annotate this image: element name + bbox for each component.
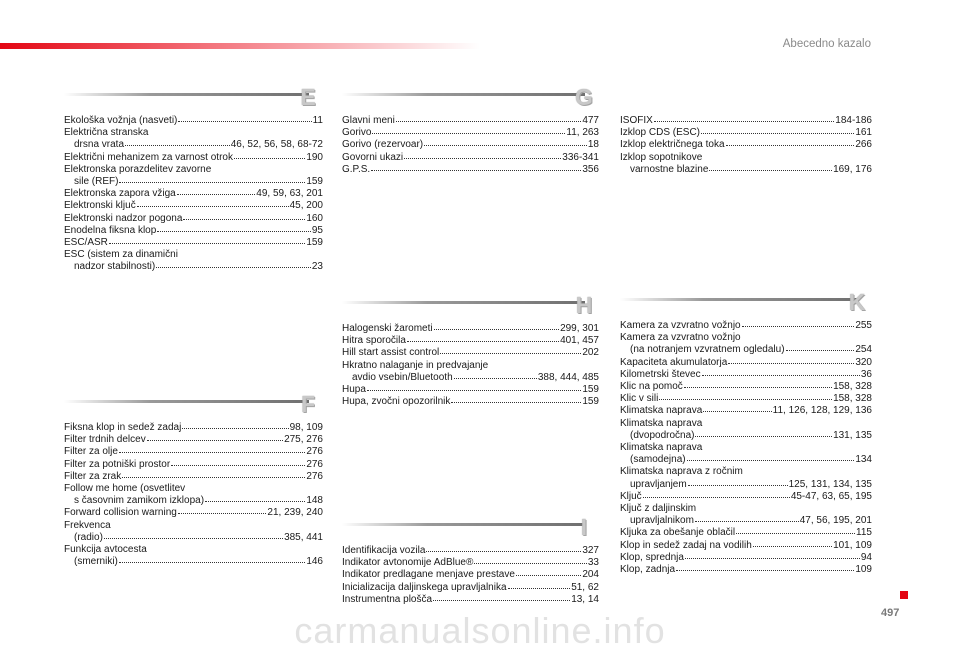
dot-leader [434,322,559,330]
entry-text: Klic na pomoč [620,381,683,393]
section-g [342,84,599,176]
entry-text: Enodelna fiksna klop [64,224,157,236]
section-letter: E [300,84,316,110]
heading-rule [620,298,858,301]
section-letter: H [575,292,593,318]
entry-line [64,152,323,164]
entry-line [64,532,323,544]
page-reference[interactable]: 204 [582,569,599,581]
index-entry[interactable] [64,544,323,568]
page-reference[interactable]: 275, 276 [284,434,323,446]
page-reference[interactable]: 169, 176 [833,163,872,175]
entry-text: Klop in sedež zadaj na vodilih [620,539,752,551]
index-entry[interactable] [620,152,872,176]
page-reference[interactable]: 98, 109 [289,422,323,433]
entry-text: sile (REF) [74,176,119,188]
entry-line [620,405,872,417]
heading-rule [342,93,585,96]
entry-text: Hill start assist control [342,347,440,359]
entry-text: Električna stranska [64,127,149,139]
index-entry[interactable] [64,237,323,249]
page-reference[interactable]: 255 [855,320,872,331]
entry-line [620,164,872,176]
dot-leader [119,175,305,183]
page-reference[interactable]: 23 [311,261,323,273]
page-reference[interactable]: 13, 14 [571,593,599,605]
entry-text: Klimatska naprava [620,417,703,429]
dot-leader [687,453,855,461]
entry-line [620,430,872,442]
dot-leader [702,368,860,376]
page-reference[interactable]: 11 [312,115,323,126]
index-entry[interactable] [64,520,323,544]
dot-leader [156,260,311,268]
page-reference[interactable]: 148 [306,495,323,507]
index-entry[interactable] [620,320,872,332]
dot-leader [701,126,854,134]
dot-leader [147,433,283,441]
dot-leader [125,138,230,146]
entry-text: Hkratno nalaganje in predvajanje [342,359,489,371]
entry-text: Inicializacija daljinskega upravljalnika [342,581,507,593]
dot-leader [372,126,565,134]
entry-text: Klop, zadnja [620,564,676,576]
dot-leader [703,404,771,412]
page-reference[interactable]: 159 [582,396,599,408]
entry-line [620,491,872,503]
page-reference[interactable]: 159 [306,237,323,249]
entry-text: Filter za zrak [64,470,122,482]
page-reference[interactable]: 131, 135 [833,429,872,441]
index-entry[interactable] [342,347,599,359]
entry-text: Kamera za vzvratno vožnjo [620,332,741,344]
entry-line [342,396,599,408]
entry-text: Kamera za vzvratno vožnjo [620,320,741,331]
section-e [64,84,323,274]
dot-leader [728,356,854,364]
entry-line [64,115,323,127]
section-i-continued [620,84,872,176]
entry-text: Hupa [342,384,366,396]
index-entry[interactable] [64,249,323,273]
entry-text: Izklop električnega toka [620,139,725,151]
entry-line [620,139,872,151]
index-entry[interactable] [64,164,323,188]
dot-leader [396,114,582,122]
entry-text: Halogenski žarometi [342,323,433,334]
dot-leader [205,494,305,502]
page-reference[interactable]: 336-341 [562,151,599,163]
entry-text: Filter za potniški prostor [64,458,171,470]
entry-text: Elektronska zapora vžiga [64,188,176,200]
dot-leader [171,458,305,466]
page-reference[interactable]: 134 [855,454,872,466]
entry-text: varnostne blazine [630,163,709,175]
index-entry[interactable] [342,360,599,384]
index-entry[interactable] [620,466,872,490]
entry-text: Kljuka za obešanje oblačil [620,527,736,539]
section-i [342,514,599,606]
entry-text: ESC/ASR [64,237,108,249]
entry-line [64,507,323,519]
page-reference[interactable]: 320 [855,356,872,368]
page-reference[interactable]: 477 [582,115,599,126]
page-reference[interactable]: 158, 328 [833,381,872,393]
dot-leader [178,506,267,514]
index-entry[interactable] [64,152,323,164]
page-reference[interactable]: 276 [306,470,323,482]
index-entry[interactable] [620,405,872,417]
entry-text: Forward collision warning [64,507,177,519]
page-reference[interactable]: 49, 59, 63, 201 [256,188,323,200]
entry-text: Klop, sprednja [620,551,684,563]
page-reference[interactable]: 46, 52, 56, 58, 68-72 [230,139,323,151]
index-entry[interactable] [64,115,323,127]
page-reference[interactable]: 146 [306,556,323,568]
section-heading [342,292,599,320]
entry-line [620,320,872,332]
entry-text: Klimatska naprava z ročnim [620,466,743,478]
entry-text: Indikator avtonomije AdBlue® [342,557,474,569]
heading-rule [342,523,585,526]
dot-leader [119,445,305,453]
entry-text: Govorni ukazi [342,151,404,163]
entry-text: Follow me home (osvetlitev [64,483,186,495]
entry-text: Električni mehanizem za varnost otrok [64,151,233,163]
entry-list [342,323,599,408]
dot-leader [157,224,311,232]
entry-text: Kapaciteta akumulatorja [620,356,728,368]
page-reference[interactable]: 202 [582,347,599,359]
entry-text: (radio) [74,531,103,543]
entry-line [64,471,323,483]
page-reference[interactable]: 159 [306,176,323,188]
entry-text: upravljalnikom [630,515,694,527]
entry-list [342,545,599,606]
dot-leader [440,346,581,354]
index-entry[interactable] [620,442,872,466]
page-reference[interactable]: 266 [855,139,872,151]
dot-leader [104,531,283,539]
index-entry[interactable] [620,139,872,151]
dot-leader [451,395,581,403]
dot-leader [695,429,832,437]
dot-leader [433,593,570,601]
section-heading [64,84,323,112]
entry-text: G.P.S. [342,163,371,175]
section-letter: G [575,84,593,110]
dot-leader [177,187,256,195]
dot-leader [726,138,855,146]
page-reference[interactable]: 125, 131, 134, 135 [788,478,872,490]
dot-leader [119,555,305,563]
entry-text: (smerniki) [74,556,118,568]
entry-list [64,115,323,274]
dot-leader [654,114,835,122]
entry-text: Gorivo (rezervoar) [342,139,424,151]
page-reference[interactable]: 33 [587,557,599,569]
entry-text: Ključ [620,490,642,502]
entry-text: upravljanjem [630,478,687,490]
index-entry[interactable] [342,396,599,408]
dot-leader [676,563,854,571]
dot-leader [371,163,581,171]
page-reference[interactable]: 159 [582,384,599,396]
page-reference[interactable]: 11, 263 [566,127,599,139]
page-reference[interactable]: 95 [311,224,323,236]
section-heading [620,289,872,317]
dot-leader [109,236,305,244]
entry-text: Izklop sopotnikove [620,151,703,163]
entry-text: Glavni meni [342,115,395,126]
heading-rule [342,301,585,304]
section-letter: F [300,391,316,417]
entry-text: Filter za olje [64,446,118,458]
page-reference[interactable]: 18 [587,139,599,151]
entry-text: Fiksna klop in sedež zadaj [64,422,182,433]
index-entry[interactable] [620,564,872,576]
dot-leader [688,478,788,486]
page-reference[interactable]: 45, 200 [289,200,323,212]
heading-rule [64,93,309,96]
index-entry[interactable] [342,164,599,176]
entry-text: Elektronski nadzor pogona [64,212,183,224]
index-entry[interactable] [64,471,323,483]
page-reference[interactable]: 184-186 [835,115,872,126]
dot-leader [454,371,537,379]
dot-leader [742,319,855,327]
dot-leader [695,514,799,522]
dot-leader [786,343,855,351]
index-entry[interactable] [620,332,872,356]
dot-leader [474,556,587,564]
page-reference[interactable]: 160 [306,212,323,224]
index-entry[interactable] [342,594,599,606]
page-reference[interactable]: 385, 441 [284,531,323,543]
entry-line [64,556,323,568]
entry-line [620,527,872,539]
heading-rule [64,400,309,403]
section-heading [342,514,599,542]
section-heading [620,84,872,112]
entry-text: nadzor stabilnosti) [74,261,156,273]
index-entry[interactable] [64,483,323,507]
dot-leader [643,490,790,498]
index-entry[interactable] [620,503,872,527]
page-reference[interactable]: 45-47, 63, 65, 195 [790,490,872,502]
entry-text: Hupa, zvočni opozorilnik [342,396,451,408]
page-reference[interactable]: 158, 328 [833,393,872,405]
page-reference[interactable]: 276 [306,458,323,470]
entry-text: Klimatska naprava [620,442,703,454]
entry-line [64,261,323,273]
dot-leader [404,151,561,159]
page-reference[interactable]: 327 [582,545,599,556]
index-entry[interactable] [620,491,872,503]
dot-leader [508,581,571,589]
entry-line [64,237,323,249]
entry-text: Gorivo [342,127,372,139]
red-header-bar [0,43,480,49]
page-reference[interactable]: 115 [856,527,872,539]
section-heading [64,391,323,419]
entry-text: Klic v sili [620,393,659,405]
page-reference[interactable]: 94 [860,551,872,563]
page-reference[interactable]: 299, 301 [560,323,599,334]
entry-line [342,347,599,359]
entry-line [620,564,872,576]
entry-list [64,422,323,568]
page-reference[interactable]: 388, 444, 485 [537,371,599,383]
dot-leader [516,568,581,576]
page-marker [900,591,908,599]
entry-text: Frekvenca [64,519,111,531]
entry-text: Ekološka vožnja (nasveti) [64,115,178,126]
page-number: 497 [881,607,900,619]
entry-text: Kilometrski števec [620,368,701,380]
watermark: carmanualsonline.info [294,610,666,649]
section-h [342,292,599,408]
dot-leader [424,138,587,146]
section-letter: I [580,514,588,540]
entry-text: avdio vsebin/Bluetooth [352,371,453,383]
page-reference[interactable]: 47, 56, 195, 201 [799,515,872,527]
page-reference[interactable]: 254 [855,344,872,356]
dot-leader [426,544,581,552]
dot-leader [367,383,581,391]
entry-text: Elektronska porazdelitev zavorne [64,163,212,175]
page-reference[interactable]: 276 [306,446,323,458]
entry-text: ISOFIX [620,115,653,126]
entry-text: ESC (sistem za dinamični [64,249,178,261]
index-entry[interactable] [620,418,872,442]
entry-text: Ključ z daljinskim [620,503,697,515]
dot-leader [659,392,832,400]
entry-text: drsna vrata [74,139,125,151]
dot-leader [234,151,305,159]
entry-text: (na notranjem vzvratnem ogledalu) [630,344,785,356]
page-reference[interactable]: 401, 457 [560,335,599,347]
dot-leader [753,539,832,547]
entry-text: (dvopodročna) [630,429,695,441]
entry-text: Instrumentna plošča [342,593,433,605]
entry-list [620,115,872,176]
dot-leader [182,421,288,429]
index-entry[interactable] [64,127,323,151]
entry-text: s časovnim zamikom izklopa) [74,495,205,507]
entry-text: Izklop CDS (ESC) [620,127,701,139]
page-reference[interactable]: 11, 126, 128, 129, 136 [772,405,872,417]
dot-leader [183,212,305,220]
dot-leader [407,334,559,342]
page-reference[interactable]: 109 [855,564,872,576]
entry-line [342,164,599,176]
section-k [620,289,872,576]
dot-leader [736,526,855,534]
entry-text: (samodejna) [630,454,686,466]
section-f [64,391,323,568]
section-heading [342,84,599,112]
dot-leader [684,380,832,388]
dot-leader [685,551,860,559]
entry-text: Hitra sporočila [342,335,406,347]
page-title: Abecedno kazalo [782,38,871,50]
page-reference[interactable]: 21, 239, 240 [267,507,323,519]
entry-text: Indikator predlagane menjave prestave [342,569,515,581]
dot-leader [122,470,305,478]
page-reference[interactable]: 356 [582,163,599,175]
dot-leader [178,114,311,122]
entry-text: Funkcija avtocesta [64,544,147,556]
entry-line [620,454,872,466]
entry-text: Identifikacija vozila [342,545,426,556]
page-reference[interactable]: 36 [860,368,872,380]
entry-text: Klimatska naprava [620,405,703,417]
entry-text: Filter trdnih delcev [64,434,146,446]
page-reference[interactable]: 101, 109 [833,539,872,551]
page-reference[interactable]: 190 [306,151,323,163]
entry-list [620,320,872,576]
page-reference[interactable]: 161 [855,127,872,139]
entry-text: Elektronski ključ [64,200,136,212]
index-entry[interactable] [620,527,872,539]
dot-leader [137,199,289,207]
entry-line [342,594,599,606]
section-letter: K [848,289,866,315]
index-entry[interactable] [64,507,323,519]
entry-list [342,115,599,176]
dot-leader [709,163,832,171]
page-reference[interactable]: 51, 62 [571,581,599,593]
